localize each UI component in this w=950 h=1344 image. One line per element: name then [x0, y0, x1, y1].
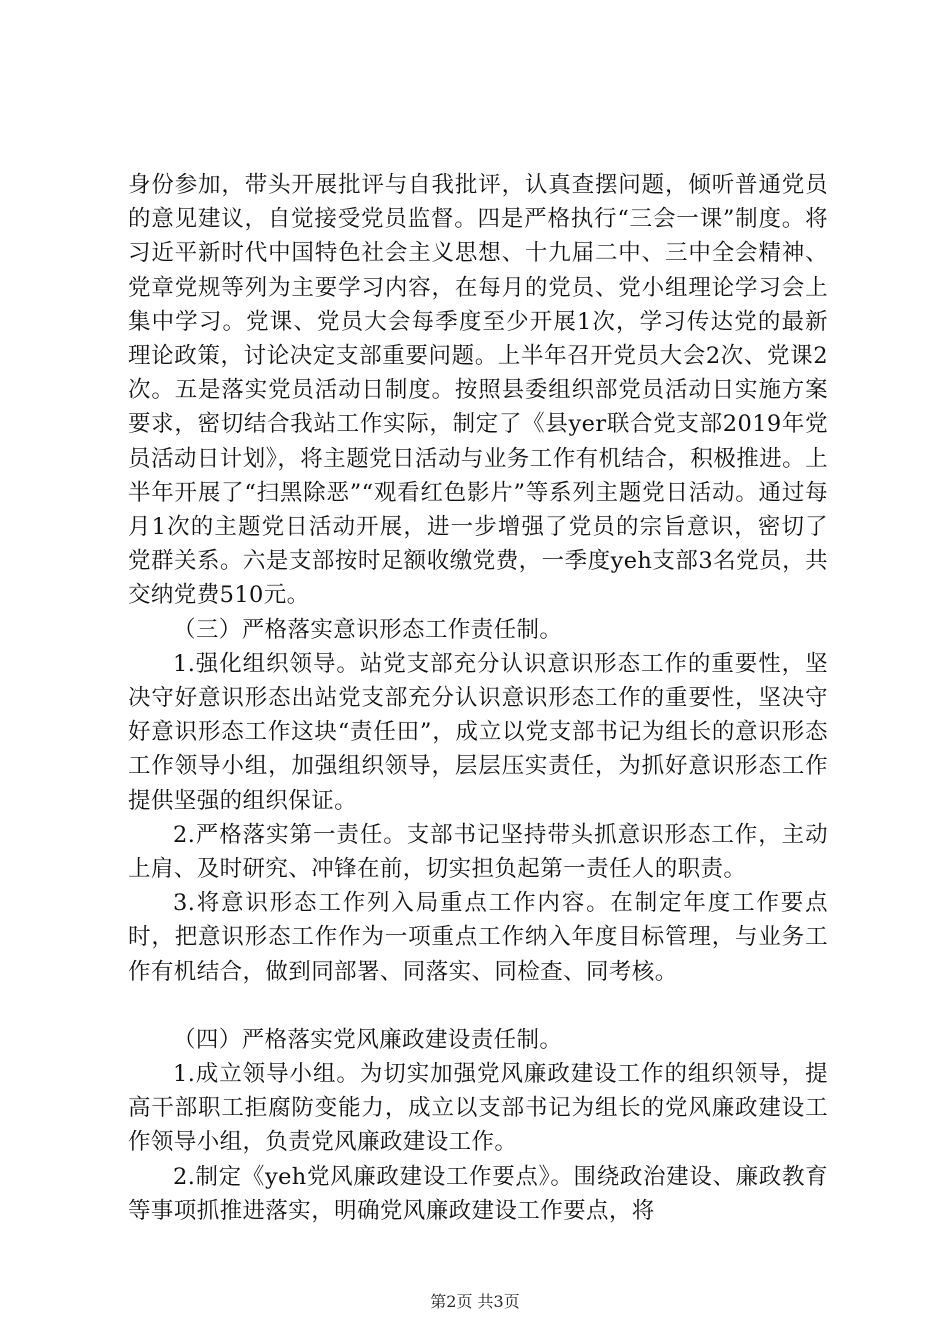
paragraph-integrity-item-1: 1.成立领导小组。为切实加强党风廉政建设工作的组织领导，提高干部职工拒腐防变能力，成立以支部书记为组长的党风廉政建设工作领导小组，负责党风廉政建设工作。: [128, 1061, 828, 1156]
document-body: [128, 168, 828, 1228]
page-footer: [0, 1292, 950, 1312]
paragraph-ideology-item-3: 3.将意识形态工作列入局重点工作内容。在制定年度工作要点时，把意识形态工作作为一项重点工作纳入年度目标管理，与业务工作有机结合，做到同部署、同落实、同检查、同考核。: [128, 890, 828, 985]
section-heading-ideology: （三）严格落实意识形态工作责任制。: [173, 616, 563, 643]
paragraph-party-activities: 身份参加，带头开展批评与自我批评，认真查摆问题，倾听普通党员的意见建议，自觉接受党员监督。四是严格执行“三会一课”制度。将习近平新时代中国特色社会主义思想、十九届二中、三中全会精神、党章党规等列为主要学习内容，在每月的党员、党小组理论学习会上集中学习。党课、党员大会每季度至少开展1次，学习传达党的最新理论政策，讨论决定支部重要问题。上半年召开党员大会2次、党课2次。五是落实党员活动日制度。按照县委组织部党员活动日实施方案要求，密切结合我站工作实际，制定了《县yer联合党支部2019年党员活动日计划》，将主题党日活动与业务工作有机结合，积极推进。上半年开展了“扫黑除恶”“观看红色影片”等系列主题党日活动。通过每月1次的主题党日活动开展，进一步增强了党员的宗旨意识，密切了党群关系。六是支部按时足额收缴党费，一季度yeh支部3名党员，共交纳党费510元。: [128, 172, 828, 609]
section-heading-integrity: （四）严格落实党风廉政建设责任制。: [173, 1026, 563, 1053]
paragraph-integrity-item-2: 2.制定《yeh党风廉政建设工作要点》。围绕政治建设、廉政教育等事项抓推进落实，明确党风廉政建设工作要点，将: [128, 1163, 828, 1224]
paragraph-spacer: [128, 989, 828, 1023]
page-number-label: 第2页 共3页: [430, 1292, 520, 1311]
paragraph-ideology-item-1: 1.强化组织领导。站党支部充分认识意识形态工作的重要性，坚决守好意识形态出站党支部充分认识意识形态工作的重要性，坚决守好意识形态工作这块“责任田”，成立以党支部书记为组长的意识形态工作领导小组，加强组织领导，层层压实责任，为抓好意识形态工作提供坚强的组织保证。: [128, 650, 828, 814]
paragraph-ideology-item-2: 2.严格落实第一责任。支部书记坚持带头抓意识形态工作，主动上肩、及时研究、冲锋在前，切实担负起第一责任人的职责。: [128, 821, 828, 883]
